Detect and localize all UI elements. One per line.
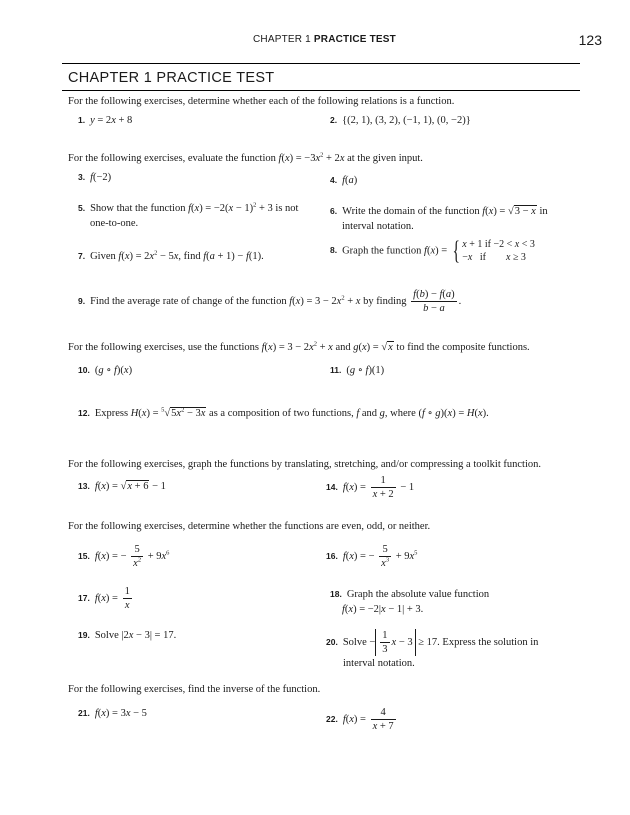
instruction-graph: For the following exercises, graph the functions by translating, stretching, and/or compressing a toolkit function. <box>68 459 541 470</box>
exercise-22: 22. f(x) = $\frac{4}{x + 7}$ <box>326 707 394 732</box>
exercise-3: 3. f(−2) <box>78 172 112 183</box>
page-number: 123 <box>578 32 602 48</box>
exercise-7: 7. Given $f(x) = 2x^2 - 5x$, find f(a + 1) − f(1). <box>78 249 264 262</box>
exercise-5: 5. Show that the function $f(x) = -2(x - 1)^2 + 3$ is not one-to-one. <box>78 201 299 229</box>
exercise-13: 13. f(x) = √x + 6 − 1 <box>78 481 166 492</box>
exercise-17: 17. f(x) = $\frac{1}{x}$ <box>78 586 130 611</box>
page-title: CHAPTER 1 PRACTICE TEST <box>68 70 275 86</box>
exercise-1: 1. y = 2x + 8 <box>78 115 133 126</box>
exercise-21: 21. f(x) = 3x − 5 <box>78 708 147 719</box>
header-rule <box>62 63 580 64</box>
exercise-15: 15. f(x) = − $\frac{5}{x^2}$ + $9x^6$ <box>78 544 170 569</box>
running-head-section: PRACTICE TEST <box>313 34 396 45</box>
instruction-relations: For the following exercises, determine whether each of the following relations is a function. <box>68 96 455 107</box>
exercise-20: 20. Solve − $\frac{1}{3}$ x − 3 ≥ 17. Express the solution in interval notation. <box>326 630 539 669</box>
exercise-11: 11. (g ∘ f)(1) <box>330 365 385 376</box>
instruction-composite: For the following exercises, use the functions $f(x) = 3 - 2x^2 + x$ and g(x) = √x to find the composite functions. <box>68 340 530 353</box>
exercise-2: 2. {(2, 1), (3, 2), (−1, 1), (0, −2)} <box>330 115 471 126</box>
title-rule <box>62 90 580 91</box>
exercise-14: 14. f(x) = $\frac{1}{x + 2}$ − 1 <box>326 475 415 500</box>
instruction-even-odd: For the following exercises, determine whether the functions are even, odd, or neither. <box>68 521 431 532</box>
exercise-16: 16. f(x) = − $\frac{5}{x^3}$ + $9x^5$ <box>326 544 418 569</box>
exercise-4: 4. f(a) <box>330 175 358 186</box>
running-head <box>253 34 396 45</box>
exercise-6: 6. Write the domain of the function f(x) = √3 − x in interval notation. <box>330 206 548 232</box>
running-head-chapter: CHAPTER 1 <box>253 34 311 45</box>
exercise-9: 9. Find the average rate of change of the function $f(x) = 3 - 2x^2 + x$ by finding $\frac{f(b) - f(a)}{b - a}$ . <box>78 289 462 314</box>
exercise-8: 8. Graph the function f(x) = { x + 1 if −2 < x < 3 −x if x ≥ 3 <box>330 236 535 265</box>
instruction-evaluate: For the following exercises, evaluate the function $f(x) = -3x^2 + 2x$ at the given input. <box>68 151 423 164</box>
instruction-inverse: For the following exercises, find the inverse of the function. <box>68 684 321 695</box>
exercise-19: 19. Solve |2x − 3| = 17. <box>78 630 177 641</box>
exercise-12: 12. Express $H(x) = ^5√5x^2 - 3x$ as a composition of two functions, f and g, where (f ∘ g)(x) = H(x). <box>78 406 489 419</box>
exercise-10: 10. (g ∘ f)(x) <box>78 365 133 376</box>
exercise-18: 18. Graph the absolute value function f(x) = −2|x − 1| + 3. <box>330 589 490 615</box>
